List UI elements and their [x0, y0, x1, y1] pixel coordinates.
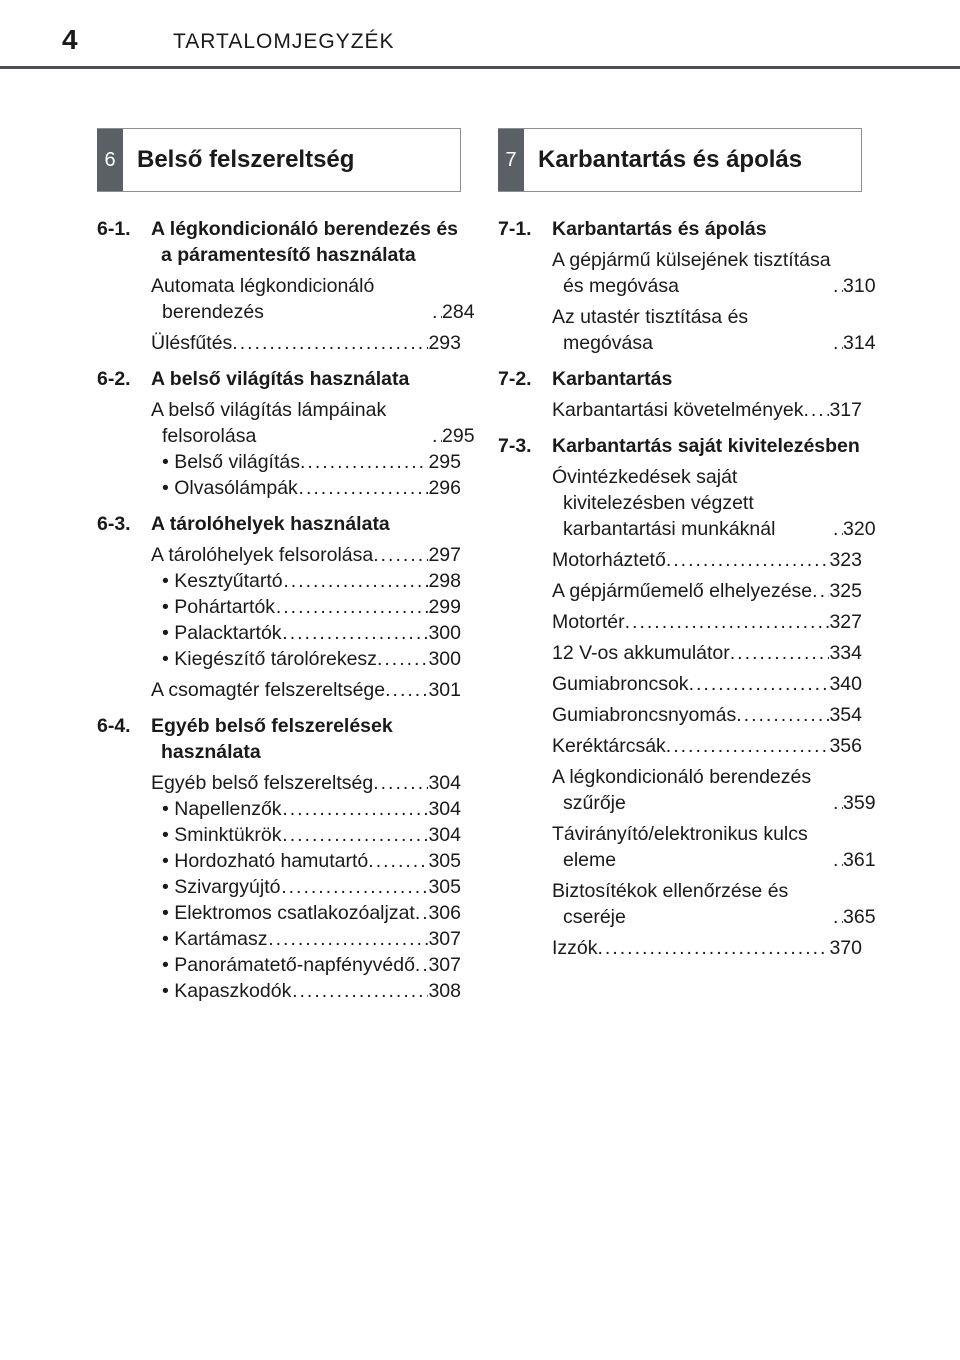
toc-list — [97, 216, 475, 1004]
toc-entry[interactable] — [552, 671, 862, 697]
entry-page-number: 320 — [843, 518, 876, 540]
entry-page-number: 284 — [442, 301, 475, 323]
toc-entry[interactable] — [151, 449, 461, 475]
chapter-number: 7-2. — [498, 368, 532, 390]
dot-leader — [833, 273, 843, 299]
dot-leader — [276, 594, 429, 620]
toc-entry[interactable] — [552, 464, 876, 542]
entry-title: • Kartámasz — [162, 928, 268, 950]
toc-entry[interactable] — [151, 926, 461, 952]
entry-page-number: 304 — [428, 798, 461, 820]
entry-page-number: 314 — [843, 332, 876, 354]
entry-title: • Sminktükrök — [162, 824, 282, 846]
entry-title: • Szivargyújtó — [162, 876, 281, 898]
entry-page-number: 300 — [428, 622, 461, 644]
dot-leader — [666, 733, 830, 759]
entry-title: Gumiabroncsok — [552, 673, 689, 695]
dot-leader — [373, 770, 428, 796]
dot-leader — [666, 547, 830, 573]
toc-entry[interactable] — [151, 796, 461, 822]
dot-leader — [377, 646, 429, 672]
toc-entry[interactable] — [552, 547, 862, 573]
section-title: Karbantartás és ápolás — [538, 146, 803, 173]
entry-title: Motortér — [552, 611, 625, 633]
chapter-number: 6-3. — [97, 513, 131, 535]
dot-leader — [268, 926, 428, 952]
toc-entry[interactable] — [552, 397, 862, 423]
entry-title: Automata légkondicionáló berendezés — [151, 275, 375, 323]
toc-entry[interactable] — [151, 542, 461, 568]
toc-entry[interactable] — [151, 475, 461, 501]
dot-leader — [300, 449, 428, 475]
dot-leader — [730, 640, 830, 666]
toc-entry[interactable] — [151, 848, 461, 874]
dot-leader — [282, 822, 428, 848]
entry-page-number: 305 — [428, 876, 461, 898]
toc-entry[interactable] — [151, 822, 461, 848]
dot-leader — [625, 609, 830, 635]
toc-entry[interactable] — [151, 646, 461, 672]
toc-entry[interactable] — [151, 568, 461, 594]
chapter-heading[interactable] — [498, 433, 862, 459]
entry-title: Biztosítékok ellenőrzése és cseréje — [552, 880, 789, 928]
section-header-7[interactable] — [498, 128, 862, 192]
entry-title: 12 V-os akkumulátor — [552, 642, 730, 664]
toc-entry[interactable] — [151, 677, 461, 703]
entry-page-number: 305 — [428, 850, 461, 872]
dot-leader — [432, 299, 442, 325]
toc-entry[interactable] — [151, 978, 461, 1004]
section-6-column — [97, 128, 475, 1004]
entry-page-number: 323 — [829, 549, 862, 571]
dot-leader — [833, 516, 843, 542]
section-number-tab: 7 — [498, 129, 524, 191]
chapter-title: A légkondicionáló berendezés és a páramentesítő használata — [151, 218, 459, 266]
entry-title: Gumiabroncsnyomás — [552, 704, 737, 726]
entry-page-number: 298 — [428, 570, 461, 592]
dot-leader — [803, 397, 829, 423]
entry-page-number: 301 — [428, 679, 461, 701]
chapter-title: Egyéb belső felszerelések használata — [151, 715, 393, 763]
toc-entry[interactable] — [151, 620, 461, 646]
dot-leader — [368, 848, 428, 874]
chapter-heading[interactable] — [97, 366, 461, 392]
entry-page-number: 307 — [428, 954, 461, 976]
toc-entry[interactable] — [151, 273, 475, 325]
entry-page-number: 365 — [843, 906, 876, 928]
chapter-heading[interactable] — [498, 366, 862, 392]
entry-page-number: 310 — [843, 275, 876, 297]
page-title: TARTALOMJEGYZÉK — [173, 30, 395, 53]
entry-page-number: 304 — [428, 772, 461, 794]
chapter-number: 6-1. — [97, 218, 131, 240]
entry-page-number: 327 — [829, 611, 862, 633]
chapter-heading[interactable] — [97, 216, 461, 268]
entry-title: Ülésfűtés — [151, 332, 233, 354]
entry-page-number: 306 — [428, 902, 461, 924]
toc-entry[interactable] — [552, 578, 862, 604]
toc-entry[interactable] — [552, 764, 876, 816]
chapter-title: Karbantartás és ápolás — [552, 218, 767, 240]
dot-leader — [415, 952, 429, 978]
entry-title: • Elektromos csatlakozóaljzat — [162, 902, 415, 924]
toc-entry[interactable] — [151, 594, 461, 620]
toc-entry[interactable] — [151, 952, 461, 978]
entry-title: A légkondicionáló berendezés szűrője — [552, 766, 812, 814]
chapter-title: Karbantartás — [552, 368, 673, 390]
entry-title: A gépjármű külsejének tisztítása és megóvása — [552, 249, 831, 297]
entry-page-number: 340 — [829, 673, 862, 695]
dot-leader — [833, 904, 843, 930]
dot-leader — [432, 423, 442, 449]
entry-title: A tárolóhelyek felsorolása — [151, 544, 374, 566]
toc-entry[interactable] — [151, 397, 475, 449]
entry-page-number: 317 — [829, 399, 862, 421]
toc-entry[interactable] — [552, 878, 876, 930]
dot-leader — [812, 578, 829, 604]
entry-page-number: 300 — [428, 648, 461, 670]
dot-leader — [415, 900, 429, 926]
entry-page-number: 334 — [829, 642, 862, 664]
toc-entry[interactable] — [552, 609, 862, 635]
dot-leader — [598, 935, 830, 961]
entry-page-number: 297 — [428, 544, 461, 566]
chapter-number: 6-2. — [97, 368, 131, 390]
dot-leader — [283, 568, 428, 594]
entry-title: • Kesztyűtartó — [162, 570, 283, 592]
chapter-number: 7-1. — [498, 218, 532, 240]
entry-page-number: 299 — [428, 596, 461, 618]
entry-page-number: 325 — [829, 580, 862, 602]
entry-page-number: 304 — [428, 824, 461, 846]
chapter-number: 6-4. — [97, 715, 131, 737]
entry-title: Egyéb belső felszereltség — [151, 772, 374, 794]
dot-leader — [385, 677, 428, 703]
entry-title: Óvintézkedések saját kivitelezésben végzett karbantartási munkáknál — [552, 466, 776, 540]
dot-leader — [282, 796, 428, 822]
chapter-heading[interactable] — [97, 713, 461, 765]
entry-title: Az utastér tisztítása és megóvása — [552, 306, 749, 354]
entry-page-number: 370 — [829, 937, 862, 959]
toc-entry[interactable] — [552, 821, 876, 873]
dot-leader — [281, 874, 428, 900]
dot-leader — [833, 790, 843, 816]
page-header — [0, 0, 960, 69]
chapter-title: A tárolóhelyek használata — [151, 513, 390, 535]
entry-title: Motorháztető — [552, 549, 666, 571]
entry-title: Karbantartási követelmények — [552, 399, 804, 421]
entry-title: • Kiegészítő tárolórekesz — [162, 648, 377, 670]
entry-title: • Palacktartók — [162, 622, 282, 644]
section-title: Belső felszereltség — [137, 146, 355, 173]
entry-title: Távirányító/elektronikus kulcs eleme — [552, 823, 808, 871]
dot-leader — [689, 671, 830, 697]
toc-entry[interactable] — [151, 874, 461, 900]
toc-entry[interactable] — [552, 935, 862, 961]
entry-title: Keréktárcsák — [552, 735, 666, 757]
entry-title: A gépjárműemelő elhelyezése — [552, 580, 813, 602]
entry-title: • Panorámatető-napfényvédő — [162, 954, 415, 976]
entry-page-number: 295 — [442, 425, 475, 447]
section-7-column — [498, 128, 876, 961]
entry-page-number: 296 — [428, 477, 461, 499]
toc-entry[interactable] — [151, 900, 461, 926]
toc-entry[interactable] — [552, 702, 862, 728]
toc-entry[interactable] — [552, 247, 876, 299]
entry-title: • Napellenzők — [162, 798, 282, 820]
entry-title: • Pohártartók — [162, 596, 276, 618]
entry-title: A belső világítás lámpáinak felsorolása — [151, 399, 387, 447]
dot-leader — [299, 475, 429, 501]
dot-leader — [833, 847, 843, 873]
entry-title: • Belső világítás — [162, 451, 300, 473]
chapter-number: 7-3. — [498, 435, 532, 457]
toc-entry[interactable] — [552, 640, 862, 666]
chapter-title: Karbantartás saját kivitelezésben — [552, 435, 860, 457]
entry-page-number: 295 — [428, 451, 461, 473]
chapter-heading[interactable] — [498, 216, 862, 242]
entry-title: A csomagtér felszereltsége — [151, 679, 386, 701]
page-number: 4 — [62, 24, 78, 55]
entry-title: Izzók — [552, 937, 598, 959]
entry-page-number: 293 — [428, 332, 461, 354]
toc-entry[interactable] — [552, 733, 862, 759]
dot-leader — [833, 330, 843, 356]
dot-leader — [292, 978, 428, 1004]
toc-entry[interactable] — [151, 330, 461, 356]
dot-leader — [373, 542, 428, 568]
toc-list — [498, 216, 876, 961]
entry-page-number: 308 — [428, 980, 461, 1002]
chapter-title: A belső világítás használata — [151, 368, 410, 390]
entry-page-number: 356 — [829, 735, 862, 757]
chapter-heading[interactable] — [97, 511, 461, 537]
entry-title: • Kapaszkodók — [162, 980, 292, 1002]
entry-page-number: 354 — [829, 704, 862, 726]
section-header-6[interactable] — [97, 128, 461, 192]
dot-leader — [282, 620, 428, 646]
dot-leader — [232, 330, 428, 356]
section-number-tab: 6 — [97, 129, 123, 191]
entry-page-number: 361 — [843, 849, 876, 871]
entry-title: • Hordozható hamutartó — [162, 850, 369, 872]
entry-page-number: 359 — [843, 792, 876, 814]
entry-page-number: 307 — [428, 928, 461, 950]
toc-entry[interactable] — [151, 770, 461, 796]
entry-title: • Olvasólámpák — [162, 477, 298, 499]
dot-leader — [736, 702, 829, 728]
toc-entry[interactable] — [552, 304, 876, 356]
